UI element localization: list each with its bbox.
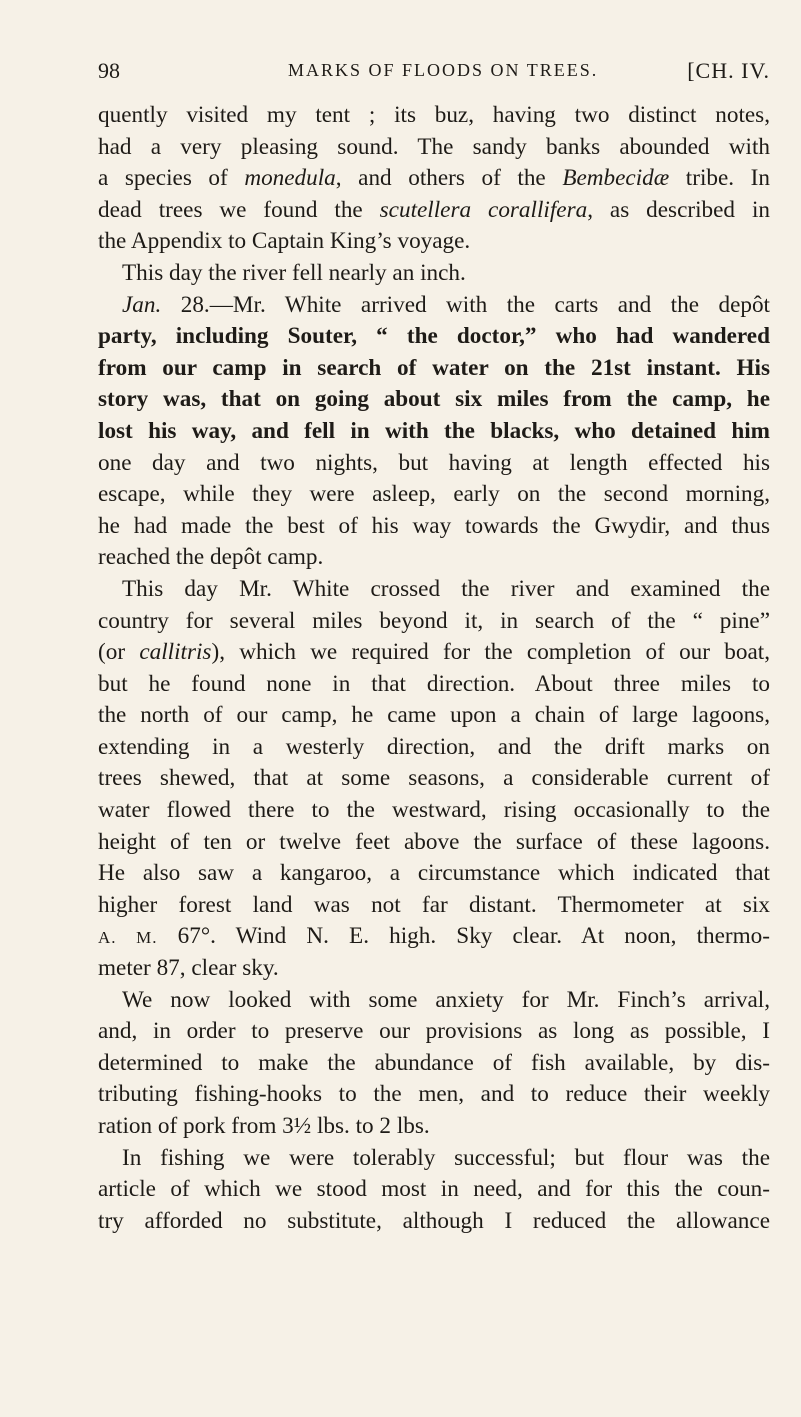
text-line: but he found none in that direction. About three miles to bbox=[98, 670, 770, 697]
text-line: tributing fishing-hooks to the men, and to reduce their weekly bbox=[98, 1081, 770, 1108]
text-line: the north of our camp, he came upon a chain of large lagoons, bbox=[98, 702, 770, 729]
text-line: trees shewed, that at some seasons, a considerable current of bbox=[98, 765, 770, 792]
text-line: This day the river fell nearly an inch. bbox=[122, 259, 466, 286]
text-line: A. M. 67°. Wind N. E. high. Sky clear. At noon, thermo- bbox=[98, 923, 770, 950]
page-number: 98 bbox=[98, 58, 120, 83]
text-line: lost his way, and fell in with the blacks, who detained him bbox=[98, 417, 770, 444]
text-line: higher forest land was not far distant. Thermometer at six bbox=[98, 891, 770, 918]
italic-term: Jan. bbox=[122, 291, 162, 318]
text-line: party, including Souter, “ the doctor,” who had wandered bbox=[98, 323, 770, 350]
italic-term: Bembecidæ bbox=[562, 165, 670, 192]
text-line: a species of monedula, and others of the Bembecidæ tribe. In bbox=[98, 165, 770, 192]
running-title: MARKS OF FLOODS ON TREES. bbox=[288, 60, 599, 80]
text-line: We now looked with some anxiety for Mr. Finch’s arrival, bbox=[122, 986, 770, 1013]
text-line: the Appendix to Captain King’s voyage. bbox=[98, 228, 471, 255]
text-line: reached the depôt camp. bbox=[98, 544, 324, 571]
text-line: extending in a westerly direction, and the drift marks on bbox=[98, 733, 770, 760]
italic-term: monedula bbox=[244, 165, 336, 192]
text-line: had a very pleasing sound. The sandy banks abounded with bbox=[98, 133, 770, 160]
running-head bbox=[98, 58, 770, 92]
text-line: from our camp in search of water on the 21st instant. His bbox=[98, 354, 770, 381]
small-caps-time: A. M. bbox=[98, 928, 158, 948]
text-line: (or callitris), which we required for the completion of our boat, bbox=[98, 639, 770, 666]
chapter-reference: [CH. IV. bbox=[687, 58, 770, 83]
text-line: height of ten or twelve feet above the surface of these lagoons. bbox=[98, 828, 770, 855]
text-line: He also saw a kangaroo, a circumstance which indicated that bbox=[98, 860, 770, 887]
text-line: try afforded no substitute, although I reduced the allowance bbox=[98, 1207, 770, 1234]
italic-term: callitris bbox=[139, 639, 212, 666]
text-line: This day Mr. White crossed the river and examined the bbox=[122, 575, 770, 602]
text-line: ration of pork from 3½ lbs. to 2 lbs. bbox=[98, 1113, 430, 1139]
text-line: he had made the best of his way towards the Gwydir, and thus bbox=[98, 512, 770, 539]
text-line: article of which we stood most in need, and for this the coun- bbox=[98, 1176, 770, 1203]
text-line: story was, that on going about six miles from the camp, he bbox=[98, 386, 770, 413]
body-text bbox=[98, 100, 770, 1237]
text-line: meter 87, clear sky. bbox=[98, 955, 279, 982]
text-line: dead trees we found the scutellera corallifera, as described in bbox=[98, 196, 770, 223]
text-line: quently visited my tent ; its buz, having two distinct notes, bbox=[98, 102, 770, 128]
text-line: and, in order to preserve our provisions as long as possible, I bbox=[98, 1018, 770, 1045]
text-line: In fishing we were tolerably successful; but flour was the bbox=[122, 1144, 770, 1171]
text-line: Jan. 28.—Mr. White arrived with the carts and the depôt bbox=[122, 291, 770, 318]
text-line: determined to make the abundance of fish available, by dis- bbox=[98, 1049, 770, 1076]
text-line: one day and two nights, but having at length effected his bbox=[98, 449, 770, 476]
text-line: country for several miles beyond it, in search of the “ pine” bbox=[98, 607, 770, 634]
italic-term: scutellera corallifera bbox=[379, 196, 588, 223]
text-line: water flowed there to the westward, rising occasionally to the bbox=[98, 797, 770, 824]
text-line: escape, while they were asleep, early on the second morning, bbox=[98, 481, 770, 508]
